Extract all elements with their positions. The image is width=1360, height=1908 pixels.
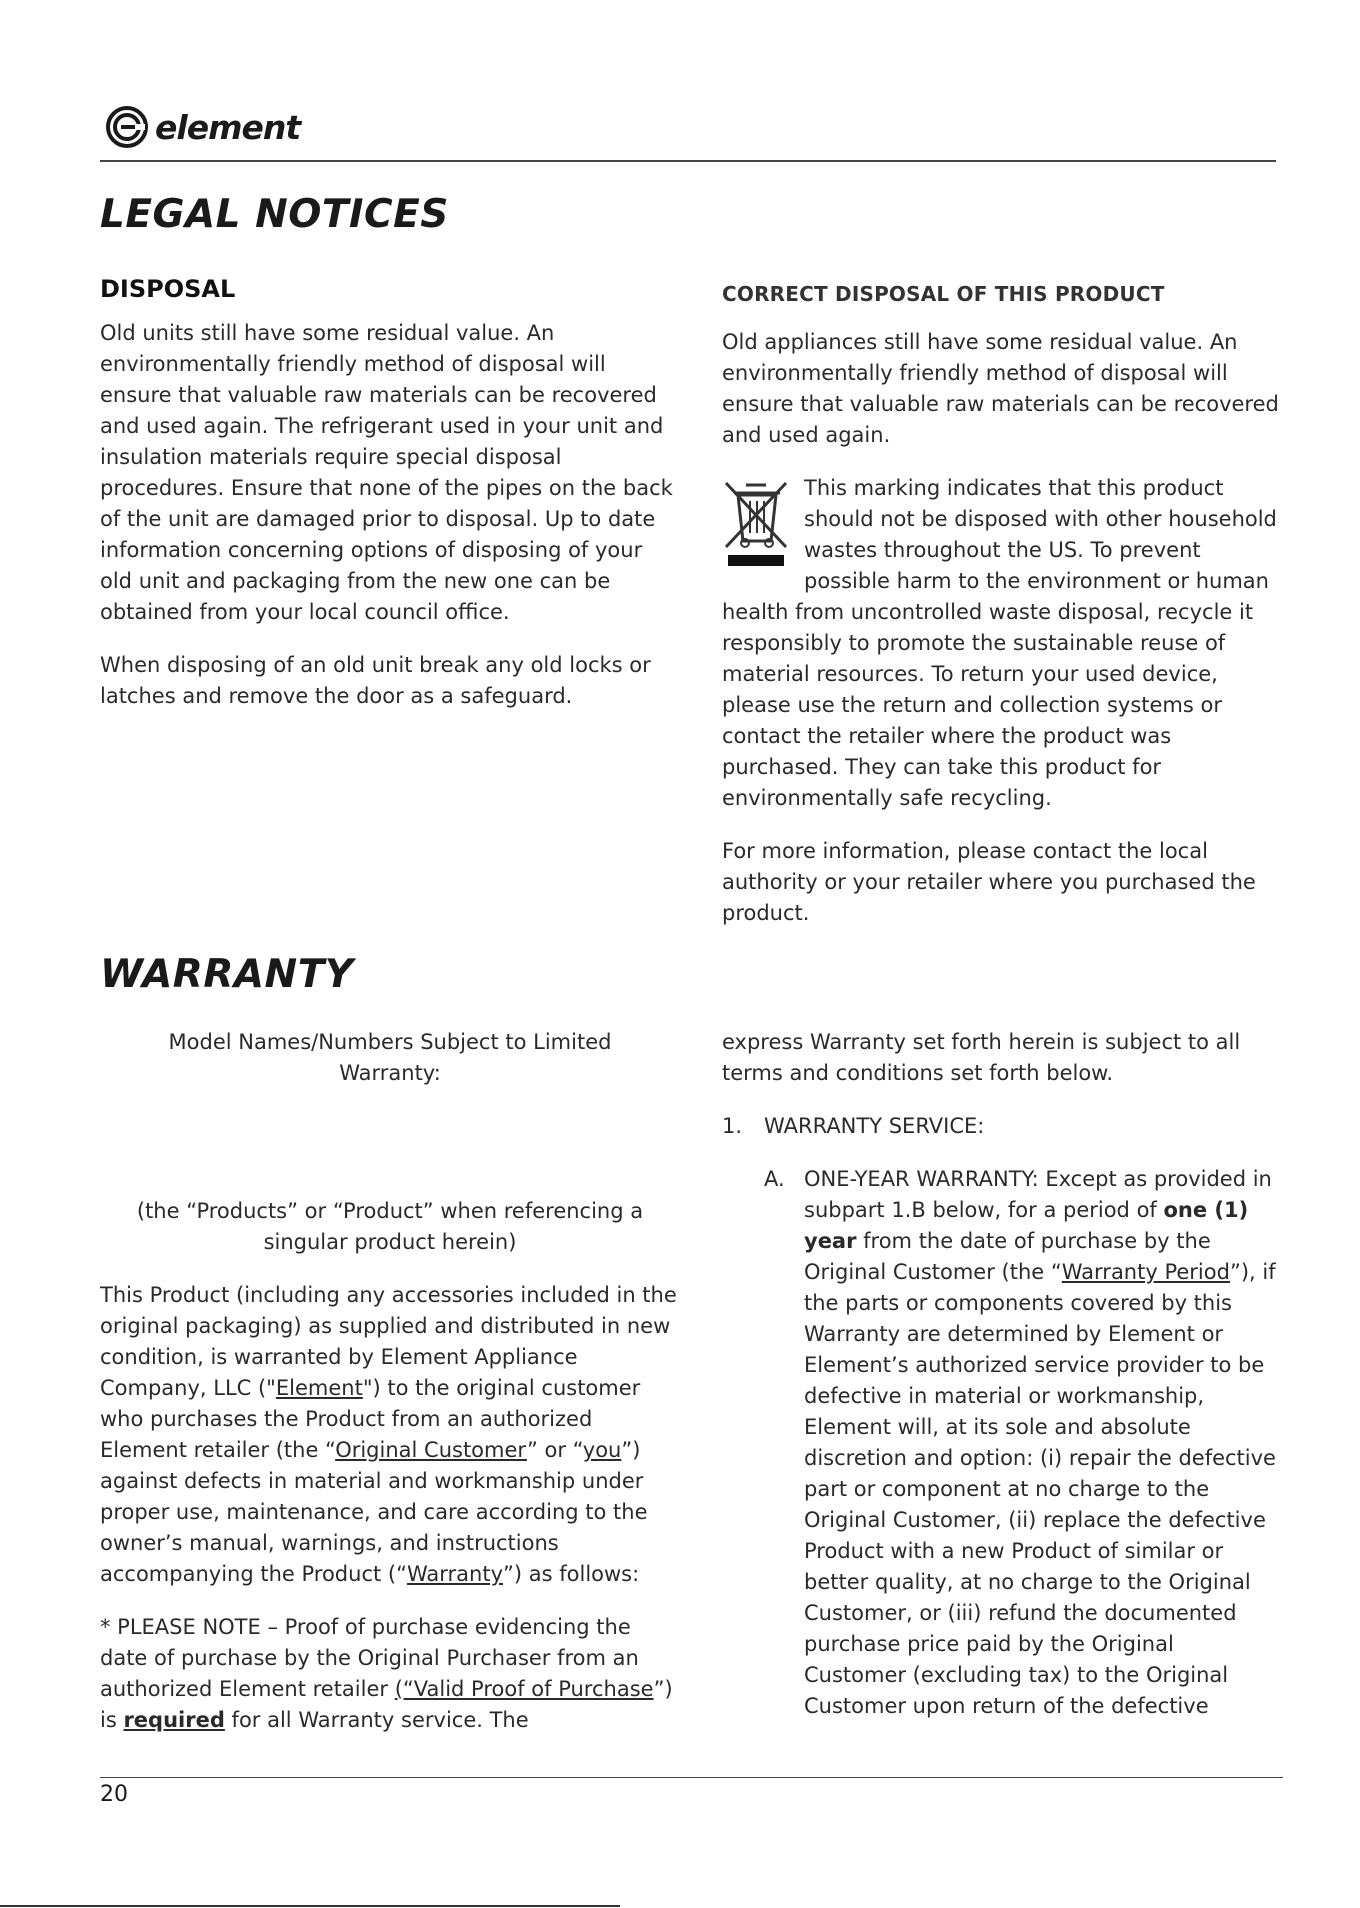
warranty-service-label: WARRANTY SERVICE:: [764, 1114, 985, 1138]
term-you: you: [582, 1438, 622, 1462]
note-text-3: for all Warranty service. The: [224, 1708, 529, 1732]
warranty-text-2: ") to the original customer who purchases the Product from an authorized Element retailer (the “: [100, 1376, 641, 1462]
warranty-right-column: [722, 1027, 1282, 1722]
disposal-heading: DISPOSAL: [100, 275, 236, 303]
element-logo-icon: [105, 105, 149, 149]
one-year-text-2: from the date of purchase by the Original Customer (the “: [804, 1229, 1211, 1284]
brand-logo: [105, 105, 300, 149]
warranty-text-1: This Product (including any accessories included in the original packaging) as supplied and distributed in new condition, is warranted by Element Appliance Company, LLC (": [100, 1283, 677, 1400]
products-definition: (the “Products” or “Product” when referencing a singular product herein): [136, 1199, 644, 1254]
one-year-warranty-text: [804, 1164, 1282, 1722]
correct-disposal-paragraph-1: Old appliances still have some residual value. An environmentally friendly method of disposal will ensure that valuable raw materials can be recovered and used again.: [722, 330, 1279, 447]
term-required: required: [123, 1708, 225, 1732]
crossed-out-bin-icon: [722, 479, 790, 569]
warranty-left-column: [100, 1027, 680, 1758]
logo-wordmark: element: [155, 107, 301, 147]
term-original-customer: Original Customer: [335, 1438, 527, 1462]
correct-disposal-paragraph-3: For more information, please contact the local authority or your retailer where you purchased the product.: [722, 839, 1256, 925]
disposal-column: [100, 318, 680, 734]
footer-divider: [100, 1777, 1283, 1778]
please-note-paragraph: [100, 1612, 680, 1736]
correct-disposal-column: [722, 327, 1282, 951]
term-valid-proof: (“Valid Proof of Purchase: [394, 1677, 654, 1701]
one-year-text-1: Except as provided in subpart 1.B below, for a period of: [804, 1167, 1272, 1222]
warranty-service-item: [722, 1111, 1282, 1142]
warranty-intro: express Warranty set forth herein is subject to all terms and conditions set forth below.: [722, 1030, 1241, 1085]
header-divider: [100, 160, 1276, 162]
one-year-bold: one (1) year: [804, 1198, 1249, 1253]
term-warranty: Warranty: [406, 1562, 504, 1586]
weee-paragraph-text: This marking indicates that this product should not be disposed with other household wastes throughout the US. To prevent possible harm to the environment or human health from uncontrolled waste disposal, recycle it responsibly to promote the sustainable reuse of material resources. To return your used device, please use the return and collection systems or contact the retailer where the product was purchased. They can take this product for environmentally safe recycling.: [722, 476, 1277, 810]
warranty-text-5: ”) as follows:: [503, 1562, 640, 1586]
warranty-title: WARRANTY: [100, 952, 354, 997]
correct-disposal-heading: CORRECT DISPOSAL OF THIS PRODUCT: [722, 282, 1165, 306]
item-number: 1.: [722, 1114, 743, 1138]
one-year-warranty-item: [764, 1164, 1282, 1722]
page-number: 20: [100, 1782, 128, 1807]
model-names-label: Model Names/Numbers Subject to Limited Warranty:: [168, 1030, 612, 1085]
warranty-text-3: ” or “: [526, 1438, 583, 1462]
subitem-letter: A.: [764, 1167, 785, 1191]
weee-paragraph: [722, 473, 1282, 814]
note-text-1: * PLEASE NOTE – Proof of purchase evidencing the date of purchase by the Original Purchaser from an authorized Element retailer: [100, 1615, 639, 1701]
page-edge-line: [0, 1905, 620, 1907]
warranty-paragraph: [100, 1280, 680, 1590]
term-element: Element: [275, 1376, 363, 1400]
disposal-paragraph-1: Old units still have some residual value. An environmentally friendly method of disposal will ensure that valuable raw materials can be recovered and used again. The refrigerant used in your unit and insulation materials require special disposal procedures. Ensure that none of the pipes on the back of the unit are damaged prior to disposal. Up to date information concerning options of disposing of your old unit and packaging from the new one can be obtained from your local council office.: [100, 321, 673, 624]
disposal-paragraph-2: When disposing of an old unit break any old locks or latches and remove the door as a safeguard.: [100, 653, 651, 708]
one-year-warranty-label: ONE-YEAR WARRANTY:: [804, 1167, 1039, 1191]
warranty-text-4: ”) against defects in material and workmanship under proper use, maintenance, and care according to the owner’s manual, warnings, and instructions accompanying the Product (“: [100, 1438, 648, 1586]
note-text-2: ”) is: [100, 1677, 673, 1732]
term-warranty-period: Warranty Period: [1061, 1260, 1230, 1284]
one-year-text-3: ”), if the parts or components covered by this Warranty are determined by Element or Element’s authorized service provider to be defective in material or workmanship, Element will, at its sole and absolute discretion and option: (i) repair the defective part or component at no charge to the Original Customer, (ii) replace the defective Product with a new Product of similar or better quality, at no charge to the Original Customer, or (iii) refund the documented purchase price paid by the Original Customer (excluding tax) to the Original Customer upon return of the defective: [804, 1260, 1276, 1718]
legal-notices-title: LEGAL NOTICES: [100, 192, 449, 237]
